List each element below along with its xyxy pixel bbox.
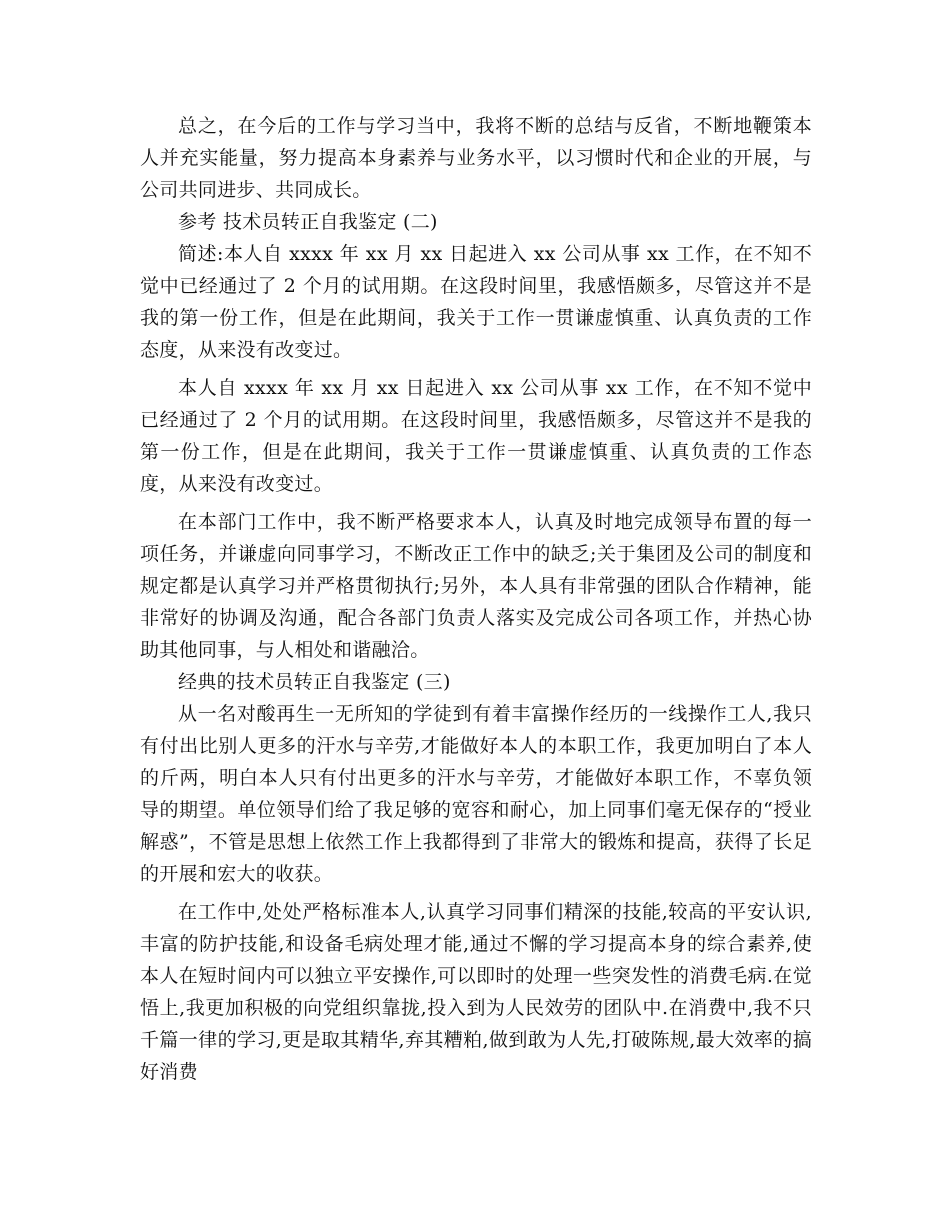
paragraph-work-standards: 在工作中,处处严格标准本人,认真学习同事们精深的技能,较高的平安认识,丰富的防护技能,和设备毛病处理才能,通过不懈的学习提高本身的综合素养,使本人在短时间内可以独立平安操作,可以即时的处理一些突发性的消费毛病.在觉悟上,我更加积极的向党组织靠拢,投入到为人民效劳的团队中.在消费中,我不只千篇一律的学习,更是取其精华,弃其糟粕,做到敢为人先,打破陈规,最大效率的搞好消费: [140, 901, 812, 1083]
document-body: [140, 110, 812, 1088]
paragraph-summary: 总之，在今后的工作与学习当中，我将不断的总结与反省，不断地鞭策本人并充实能量，努力提高本身素养与业务水平，以习惯时代和企业的开展，与公司共同进步、共同成长。: [140, 115, 812, 201]
paragraph-apprentice: 从一名对酸再生一无所知的学徒到有着丰富操作经历的一线操作工人,我只有付出比别人更多的汗水与辛劳,才能做好本人的本职工作，我更加明白了本人的斤两，明白本人只有付出更多的汗水与辛劳，才能做好本职工作，不辜负领导的期望。单位领导们给了我足够的宽容和耐心，加上同事们毫无保存的“授业解惑”，不管是思想上依然工作上我都得到了非常大的锻炼和提高，获得了长足的开展和宏大的收获。: [140, 703, 812, 885]
section-heading-3: 经典的技术员转正自我鉴定 (三): [178, 671, 451, 693]
section-heading-2: 参考 技术员转正自我鉴定 (二): [178, 211, 438, 233]
paragraph-department-work: 在本部门工作中，我不断严格要求本人，认真及时地完成领导布置的每一项任务，并谦虚向同事学习，不断改正工作中的缺乏;关于集团及公司的制度和规定都是认真学习并严格贯彻执行;另外，本人具有非常强的团队合作精神，能非常好的协调及沟通，配合各部门负责人落实及完成公司各项工作，并热心协助其他同事，与人相处和谐融洽。: [140, 511, 812, 661]
paragraph-intro: 本人自 xxxx 年 xx 月 xx 日起进入 xx 公司从事 xx 工作，在不知不觉中已经通过了 2 个月的试用期。在这段时间里，我感悟颇多，尽管这并不是我的第一份工作，但是在此期间，我关于工作一贯谦虚慎重、认真负责的工作态度，从来没有改变过。: [140, 377, 812, 495]
paragraph-intro-brief: 简述:本人自 xxxx 年 xx 月 xx 日起进入 xx 公司从事 xx 工作，在不知不觉中已经通过了 2 个月的试用期。在这段时间里，我感悟颇多，尽管这并不是我的第一份工作，但是在此期间，我关于工作一贯谦虚慎重、认真负责的工作态度，从来没有改变过。: [140, 243, 812, 361]
